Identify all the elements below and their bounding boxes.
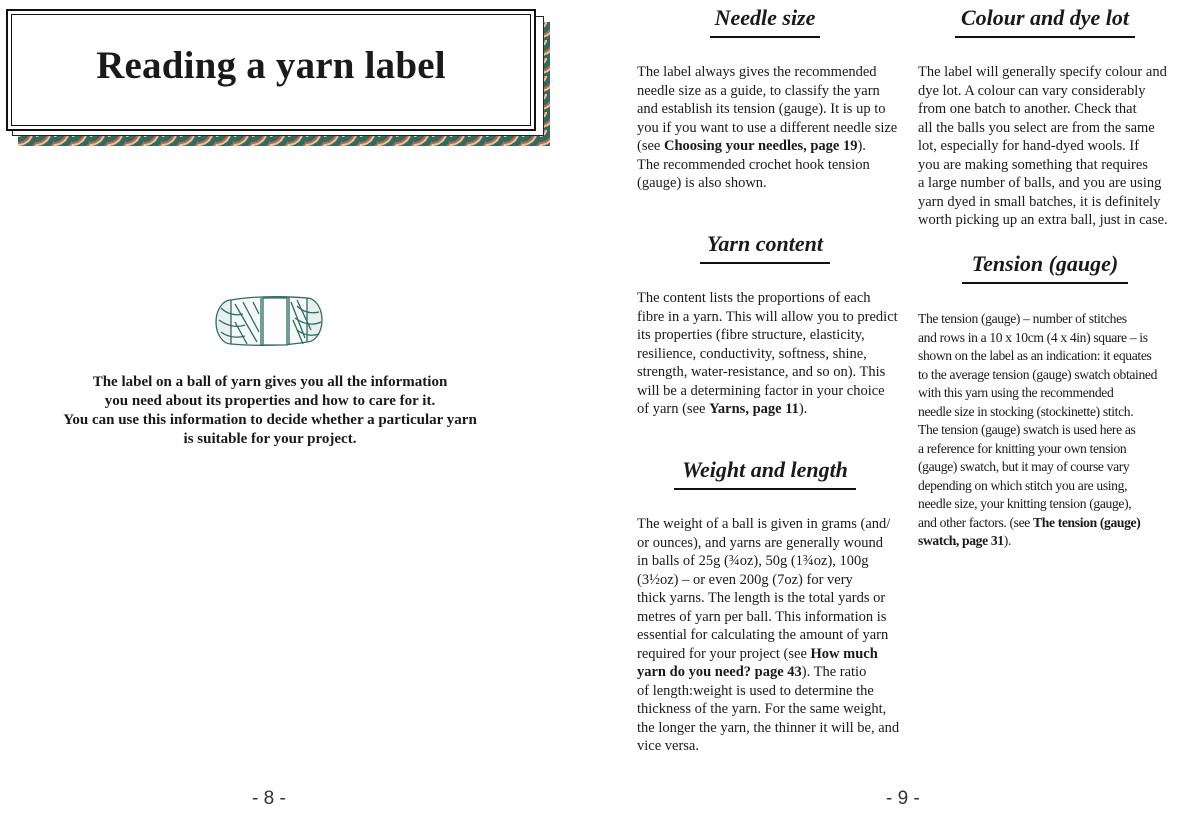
link-yarns: Yarns, page 11 [709,401,799,417]
page-number-right: - 9 - [886,788,920,809]
right-page [600,0,1200,816]
intro-line: You can use this information to decide whether a particular yarn [63,412,477,428]
heading-yarn-content: Yarn content [700,231,830,264]
link-choosing-needles: Choosing your needles, page 19 [663,138,858,154]
intro-line: you need about its properties and how to care for it. [104,393,436,409]
page-title: Reading a yarn label [96,43,446,87]
yarn-ball-icon [213,292,325,350]
weight-length-text: The weight of a ball is given in grams (and/ or ounces), and yarns are generally wound in balls of 25g (¾oz), 50g (1¾oz), 100g (3½oz) – or even 200g (7oz) for very thick yarns. The length is the total yards or metres of yarn per ball. This information is essential for calculating the amount of yarn required for your project (see How much yarn do you need? page 43). The ratio of length:weight is used to determine the thickness of the yarn. For the same weight, the longer the yarn, the thinner it will be, and vice versa. [637,516,900,754]
heading-colour-dye-lot: Colour and dye lot [955,5,1135,38]
heading-tension-gauge: Tension (gauge) [962,251,1128,284]
title-frame [6,9,536,131]
colour-dye-lot-text: The label will generally specify colour and dye lot. A colour can vary considerably from one batch to another. Check that all the balls you select are from the same lot, especially for hand-dyed wools. If you are making something that requires a large number of balls, and you are using yarn dyed in small batches, it is definitely worth picking up an extra ball, just in case. [918,64,1168,228]
heading-weight-length: Weight and length [674,457,856,490]
heading-needle-size: Needle size [710,5,820,38]
intro-line: The label on a ball of yarn gives you all the information [92,374,448,390]
needle-size-text: The label always gives the recommended needle size as a guide, to classify the yarn and establish its tension (gauge). It is up to you if you want to use a different needle size (see Choosing your needles, page 19). The recommended crochet hook tension (gauge) is also shown. [637,64,898,191]
intro-line: is suitable for your project. [183,431,357,447]
link-how-much-yarn-page: yarn do you need? page 43 [637,664,802,680]
link-how-much-yarn: How much [810,645,878,662]
page-number-left: - 8 - [252,788,286,809]
intro-paragraph [40,373,500,449]
yarn-content-text: The content lists the proportions of each fibre in a yarn. This will allow you to predict its properties (fibre structure, elasticity, resilience, conductivity, softness, shine, strength, water-resistance, and so on). This will be a determining factor in your choice of yarn (see Yarns, page 11). [637,290,898,417]
link-tension-swatch-page: swatch, page 31 [918,533,1004,548]
tension-gauge-text: The tension (gauge) – number of stitches and rows in a 10 x 10cm (4 x 4in) square – is shown on the label as an indication: it equates to the average tension (gauge) swatch obtained with this yarn using the recommended needle size in stocking (stockinette) stitch. The tension (gauge) swatch is used here as a reference for knitting your own tension (gauge) swatch, but it may of course vary depending on which stitch you are using, needle size, your knitting tension (gauge), and other factors. (see The tension (gauge) swatch, page 31). [918,311,1158,548]
link-tension-swatch: The tension (gauge) [1033,514,1141,530]
